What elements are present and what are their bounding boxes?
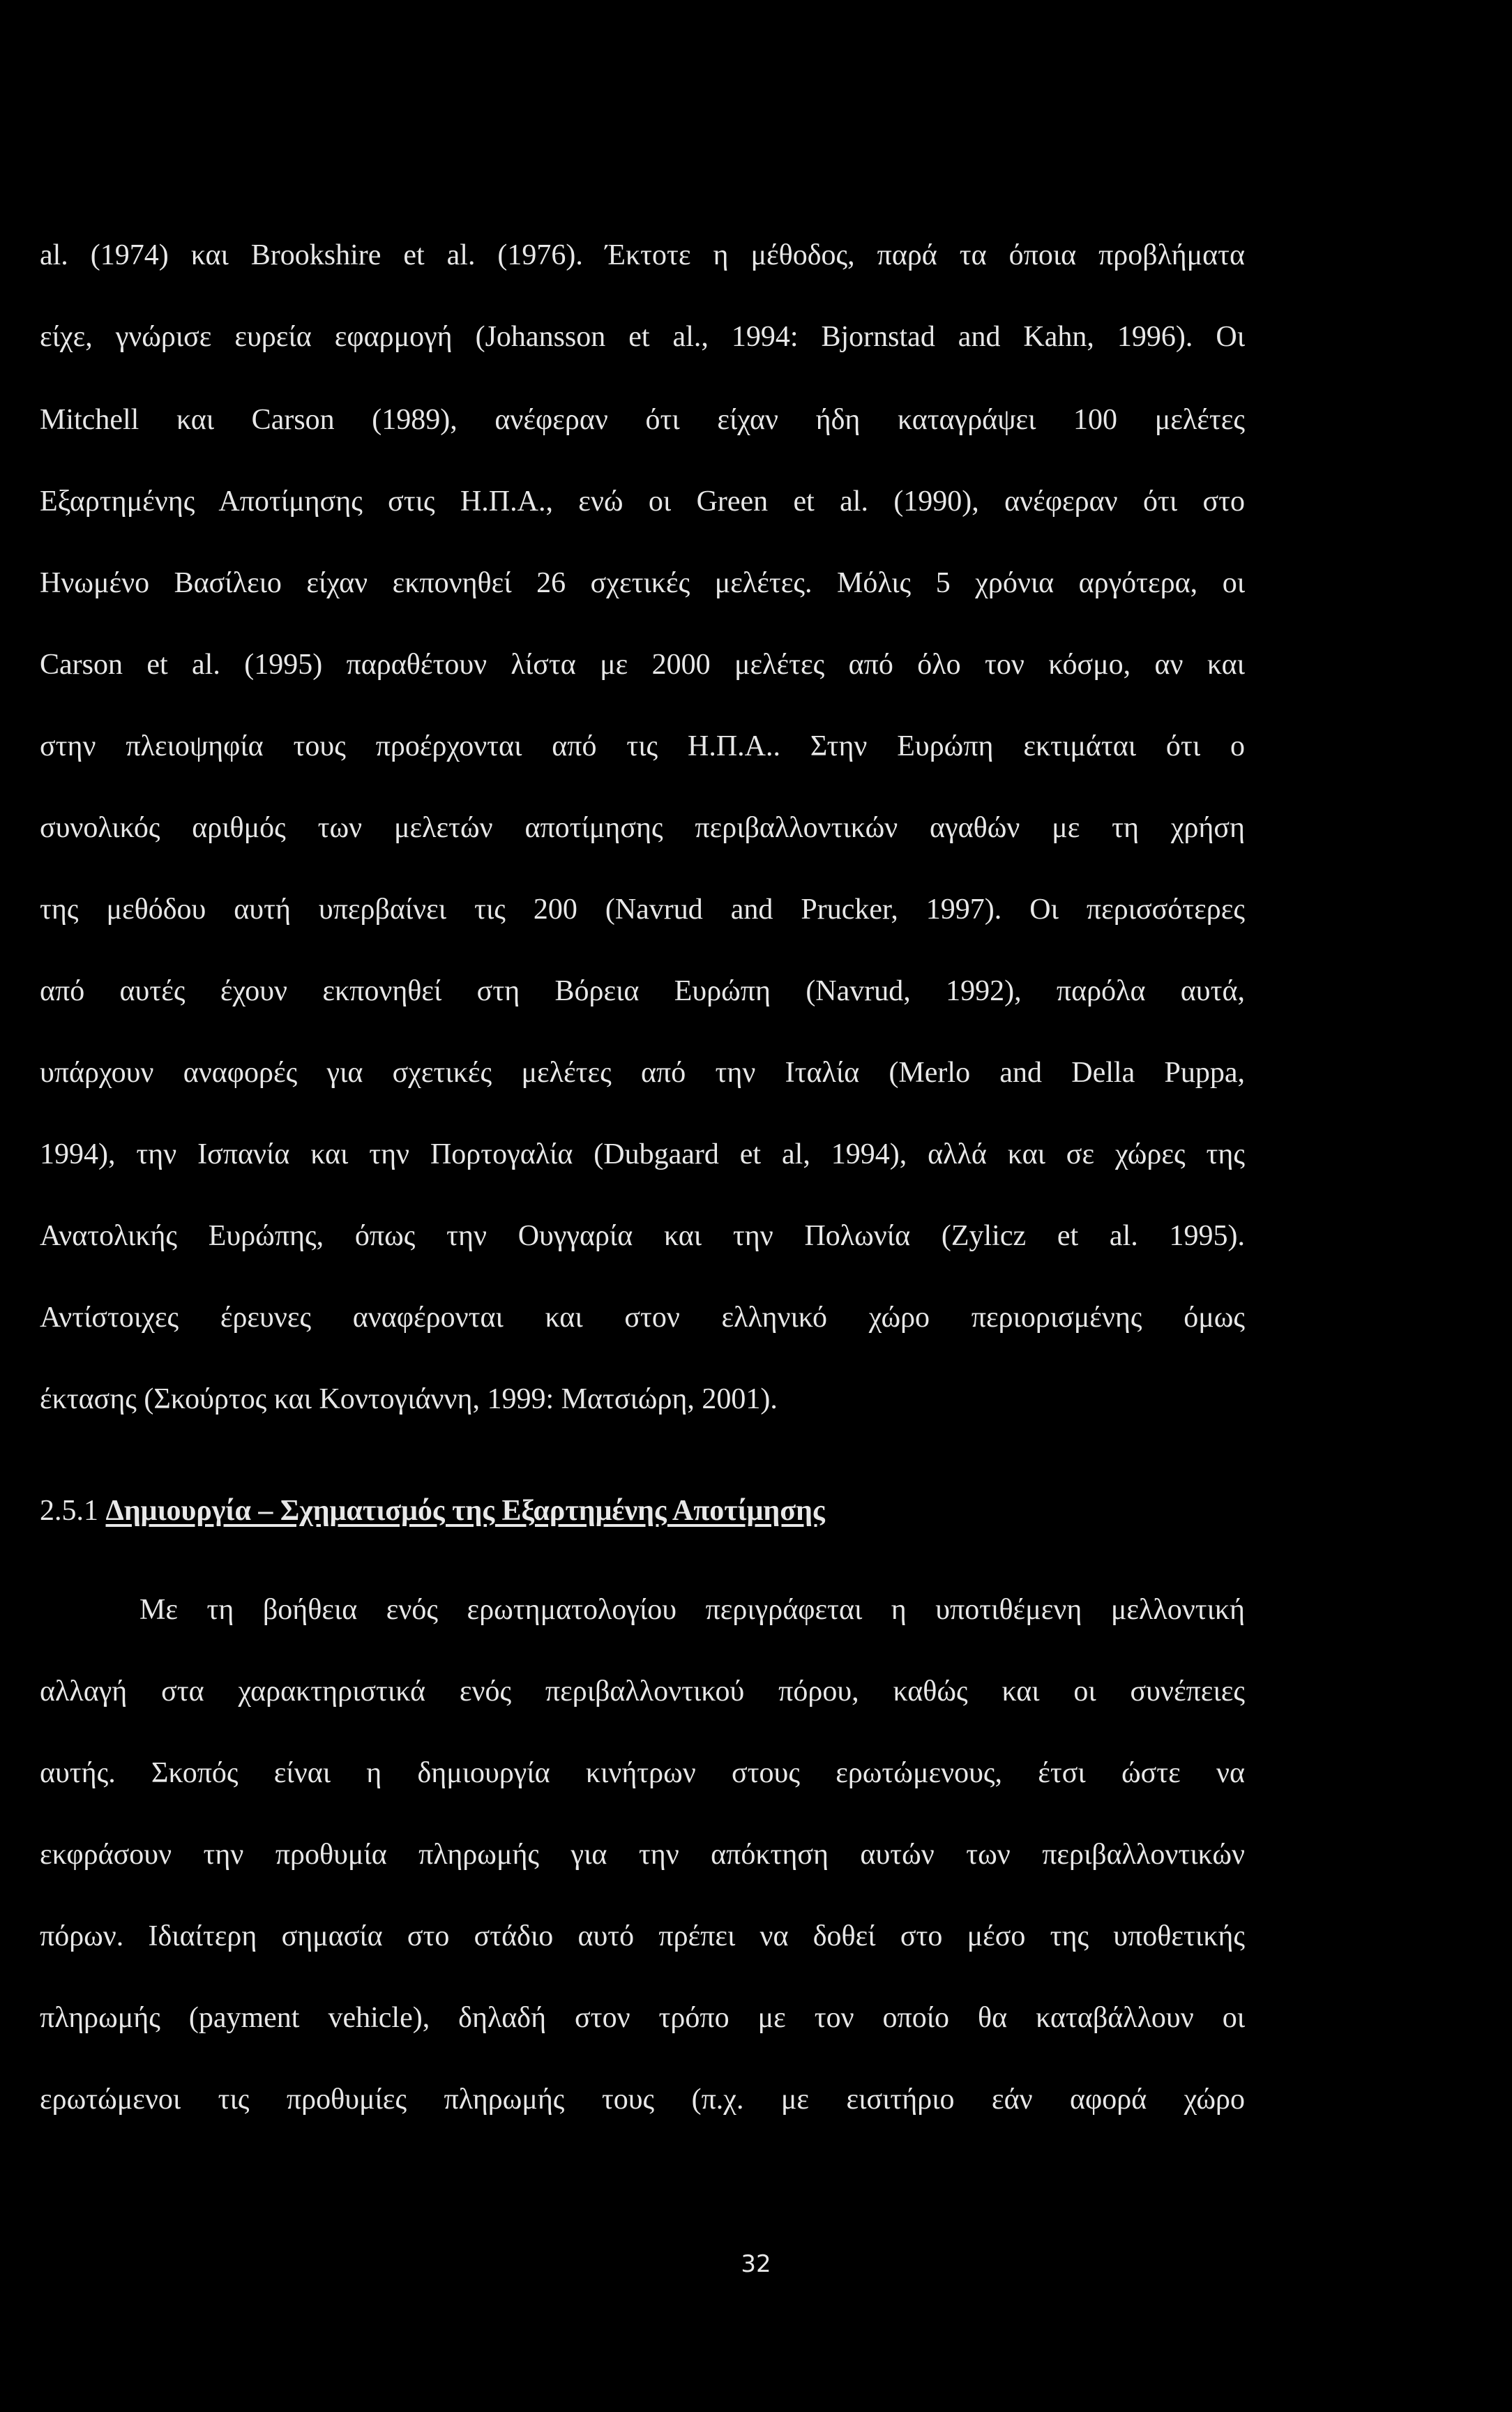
paragraph-1-line: Mitchell και Carson (1989), ανέφεραν ότι είχαν ήδη καταγράψει 100 μελέτες (40, 404, 1245, 436)
paragraph-1-line: Ανατολικής Ευρώπης, όπως την Ουγγαρία και την Πολωνία (Zylicz et al. 1995). (40, 1220, 1245, 1252)
paragraph-1-line: al. (1974) και Brookshire et al. (1976). Έκτοτε η μέθοδος, παρά τα όποια προβλήματα (40, 239, 1245, 271)
paragraph-2-line: αυτής. Σκοπός είναι η δημιουργία κινήτρων στους ερωτώμενους, έτσι ώστε να (40, 1757, 1245, 1789)
paragraph-1-line: έκτασης (Σκούρτος και Κοντογιάννη, 1999: Ματσιώρη, 2001). (40, 1383, 778, 1415)
paragraph-1-line: από αυτές έχουν εκπονηθεί στη Βόρεια Ευρώπη (Navrud, 1992), παρόλα αυτά, (40, 975, 1245, 1007)
page-number: 32 (741, 2250, 771, 2278)
paragraph-1-line: 1994), την Ισπανία και την Πορτογαλία (Dubgaard et al, 1994), αλλά και σε χώρες της (40, 1138, 1245, 1170)
paragraph-1-line: της μεθόδου αυτή υπερβαίνει τις 200 (Navrud and Prucker, 1997). Οι περισσότερες (40, 894, 1245, 926)
section-number: 2.5.1 (40, 1495, 98, 1527)
paragraph-1-line: Ηνωμένο Βασίλειο είχαν εκπονηθεί 26 σχετικές μελέτες. Μόλις 5 χρόνια αργότερα, οι (40, 567, 1245, 599)
paragraph-1-line: Εξαρτημένης Αποτίμησης στις Η.Π.Α., ενώ οι Green et al. (1990), ανέφεραν ότι στο (40, 485, 1245, 518)
paragraph-1-line: Αντίστοιχες έρευνες αναφέρονται και στον ελληνικό χώρο περιορισμένης όμως (40, 1302, 1245, 1334)
paragraph-1-line: Carson et al. (1995) παραθέτουν λίστα με 2000 μελέτες από όλο τον κόσμο, αν και (40, 649, 1245, 681)
paragraph-1-line: υπάρχουν αναφορές για σχετικές μελέτες από την Ιταλία (Merlo and Della Puppa, (40, 1057, 1245, 1089)
paragraph-2-line: Με τη βοήθεια ενός ερωτηματολογίου περιγράφεται η υποτιθέμενη μελλοντική (139, 1594, 1245, 1626)
paragraph-2-line: πληρωμής (payment vehicle), δηλαδή στον τρόπο με τον οποίο θα καταβάλλουν οι (40, 2002, 1245, 2034)
paragraph-2-line: πόρων. Ιδιαίτερη σημασία στο στάδιο αυτό πρέπει να δοθεί στο μέσο της υποθετικής (40, 1920, 1245, 1952)
paragraph-1-line: στην πλειοψηφία τους προέρχονται από τις Η.Π.Α.. Στην Ευρώπη εκτιμάται ότι ο (40, 730, 1245, 762)
paragraph-1-line: είχε, γνώρισε ευρεία εφαρμογή (Johansson et al., 1994: Bjornstad and Kahn, 1996). Οι (40, 321, 1245, 353)
paragraph-2-line: ερωτώμενοι τις προθυμίες πληρωμής τους (π.χ. με εισιτήριο εάν αφορά χώρο (40, 2083, 1245, 2116)
paragraph-2-line: αλλαγή στα χαρακτηριστικά ενός περιβαλλοντικού πόρου, καθώς και οι συνέπειες (40, 1675, 1245, 1708)
section-title: Δημιουργία – Σχηματισμός της Εξαρτημένης Αποτίμησης (105, 1495, 825, 1527)
paragraph-2-line: εκφράσουν την προθυμία πληρωμής για την απόκτηση αυτών των περιβαλλοντικών (40, 1839, 1245, 1871)
section-heading (40, 1493, 825, 1528)
paragraph-1-line: συνολικός αριθμός των μελετών αποτίμησης περιβαλλοντικών αγαθών με τη χρήση (40, 812, 1245, 844)
